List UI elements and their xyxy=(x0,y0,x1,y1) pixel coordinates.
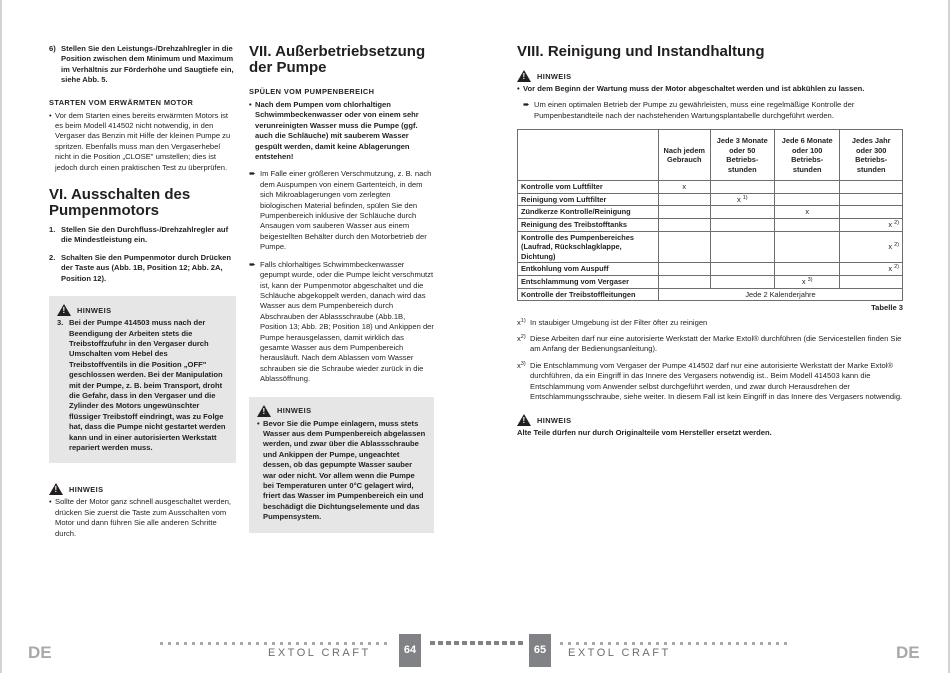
footer-dot xyxy=(728,642,731,645)
footer-dot xyxy=(216,642,219,645)
brand-logo-left: EXTOL CRAFT xyxy=(268,647,371,659)
footer-dot xyxy=(304,642,307,645)
warning-4: ! HINWEIS Alte Teile dürfen nur durch Originalteile vom Hersteller ersetzt werden. xyxy=(517,414,903,438)
footer-dot xyxy=(592,642,595,645)
footer-dot xyxy=(680,642,683,645)
footer-dot xyxy=(672,642,675,645)
table-row: Kontrolle der Treibstoffleitungen Jede 2 Kalenderjahre xyxy=(518,288,903,301)
brand-logo-right: EXTOL CRAFT xyxy=(568,647,671,659)
footer-dot xyxy=(502,641,507,645)
footer-dot xyxy=(184,642,187,645)
flush-heading: SPÜLEN VOM PUMPENBEREICH xyxy=(249,87,375,96)
footer-dot xyxy=(296,642,299,645)
footer-dot xyxy=(312,642,315,645)
warning-step-3: 3. Bei der Pumpe 414503 muss nach der Beendigung der Arbeiten stets die Treibstoffzufuhr in den Vergaser durch Umschalten vom Hebel des Treibstoffventils in die Position „OFF" geschlossen werden. Bei der Manipulation mit der Pumpe, z. B. beim Transport, droht die Gefahr, dass in den Vergaser und die Zylinder des Motors ungewünschter flüssiger Treibstoff eindringt, was zu Folge hat, dass die Pumpe nicht gestartet werden kann und in einer autorisierten Werkstatt repariert werden muss. xyxy=(57,318,226,452)
footer-dot xyxy=(518,641,523,645)
warning-box-1 xyxy=(49,296,236,463)
warning-icon xyxy=(517,70,531,82)
warning-3: ! HINWEIS • Vor dem Beginn der Wartung muss der Motor abgeschaltet werden und ist abkühlen zu lassen. xyxy=(517,70,903,94)
footer-dot xyxy=(608,642,611,645)
footer-dot xyxy=(454,641,459,645)
warning-heading: ! HINWEIS xyxy=(57,304,228,316)
footer-dot xyxy=(494,641,499,645)
table-row: Kontrolle des Pumpenbereiches (Laufrad, Rückschlagklappe, Dichtung) x $^{2)}$ xyxy=(518,231,903,263)
footer-dot xyxy=(352,642,355,645)
table-header-row: Nach jedem Gebrauch Jede 3 Monate oder 50 Betriebs-stunden Jede 6 Monate oder 100 Betriebs-stunden Jedes Jahr oder 300 Betriebs-stunden xyxy=(518,130,903,181)
left-column xyxy=(49,44,236,539)
warning-box-2: ! HINWEIS • Bevor Sie die Pumpe einlagern, muss stets Wasser aus dem Pumpenbereich abgelassen werden, und zwar über die Ablassschraube und Ankippen der Pumpe, ungeachtet dessen, ob das gepumpte Wasser sauber war oder nicht. Vor allem wenn die Pumpe bei Temperaturen unter 0°C gelagert wird, friert das Wasser im Pumpenbereich ein und beschädigt die Dichtungselemente und das Pumpensystem. xyxy=(249,397,434,533)
footer-dot xyxy=(264,642,267,645)
middle-column xyxy=(249,44,434,533)
footer-dot xyxy=(510,641,515,645)
footer-dot xyxy=(696,642,699,645)
page-edge-left xyxy=(0,0,2,673)
footer-dot xyxy=(560,642,563,645)
footer-dot xyxy=(224,642,227,645)
section-vi-title: VI. Ausschalten des Pumpenmotors xyxy=(49,186,191,220)
footer-dot xyxy=(478,641,483,645)
page-number-left: 64 xyxy=(399,634,421,667)
step-2: 2. Schalten Sie den Pumpenmotor durch Drücken der Taste aus (Abb. 1B, Position 12; Abb. 2A, Position 12). xyxy=(49,252,232,283)
footer-dot xyxy=(616,642,619,645)
section-vii-title: VII. Außerbetriebsetzung der Pumpe xyxy=(249,43,426,76)
footer-dot xyxy=(784,642,787,645)
warm-start-bullet: • Vor dem Starten eines bereits erwärmten Motors ist es beim Modell 414502 nicht notwendig, in den Vergaser das Benzin mit Hilfe der kleinen Pumpe zu spritzen. Ebenfalls muss man den Vergaserhebel nicht in die Position „CLOSE" umstellen; dies ist jedoch durch einen praktischen Test zu überprüfen. xyxy=(49,110,231,172)
footer-dot xyxy=(320,642,323,645)
footer-dot xyxy=(624,642,627,645)
table-row: Entkohlung vom Auspuff x $^{2)}$ xyxy=(518,263,903,276)
right-column xyxy=(517,44,903,439)
footer-dot xyxy=(160,642,163,645)
warning-icon xyxy=(257,405,271,417)
footer-dot xyxy=(232,642,235,645)
flush-bullet: • Nach dem Pumpen vom chlorhaltigen Schwimmbeckenwasser oder von einem sehr verunreinigten Wasser muss die Pumpe (ggf. auch die Schläuche) mit sauberem Wasser gespült werden, damit keine Ablagerungen entstehen! xyxy=(249,100,419,162)
footer-dot xyxy=(640,642,643,645)
section-viii-title: VIII. Reinigung und Instandhaltung xyxy=(517,43,765,60)
footer-dot xyxy=(576,642,579,645)
footer-dot xyxy=(288,642,291,645)
footnote-2: $x^{2)}$ Diese Arbeiten darf nur eine autorisierte Werkstatt der Marke Extol® durchführen (die Servicestellen finden Sie am Anfang der Bedienungsanleitung). xyxy=(517,333,902,354)
footer-dot xyxy=(470,641,475,645)
warning-icon xyxy=(517,414,531,426)
footer-dot xyxy=(336,642,339,645)
footer-dot xyxy=(648,642,651,645)
footer-dot xyxy=(632,642,635,645)
flush-arrow-2: ➨ Falls chlorhaltiges Schwimmbeckenwasser gepumpt wurde, oder die Pumpe leicht verschmutzt ist, kann der Pumpenmotor abgeschaltet und die Schläuche abgekoppelt werden, danach wird das Wasser aus dem Pumpenbereich durch Abschrauben der Ablassschraube (Abb.1B, Position 13; Abb. 2B; Position 18) und Ankippen der Pumpe herausgelassen, damit wirklich das gesamte Wasser aus dem Pumpenbereich herausläuft. Nach dem Ablassen vom Wasser schrauben sie die Schraube wieder zurück in die Ablassöffnung. xyxy=(249,259,434,384)
footer-dot xyxy=(704,642,707,645)
table-row: Reinigung vom Luftfilter x $^{1)}$ xyxy=(518,193,903,206)
language-label-left: DE xyxy=(28,643,52,662)
arrow-icon: ➨ xyxy=(523,100,530,110)
footer-dot xyxy=(600,642,603,645)
footnote-3: $x^{3)}$ Die Entschlammung vom Vergaser der Pumpe 414502 darf nur eine autorisierte Werkstatt der Marke Extol® durchführen, da ein Eingriff in das Innere des Vergasers notwendig ist.. Beim Modell 414503 kann die Entschlammung vom Anwender selbst durchgeführt werden, und zwar durch Herausdrehen der Entschlammungsschraube, siehe weiter. In diesem Fall ist kein Eingriff in das Innere des Vergasers notwendig. xyxy=(517,360,903,401)
footer-dot xyxy=(568,642,571,645)
footer-dot xyxy=(446,641,451,645)
footer-dot xyxy=(376,642,379,645)
footer-dot xyxy=(744,642,747,645)
footer-dot xyxy=(736,642,739,645)
footer-dot xyxy=(192,642,195,645)
footer-dot xyxy=(328,642,331,645)
warning-icon xyxy=(57,304,71,316)
flush-arrow-1: ➨ Im Falle einer größeren Verschmutzung, z. B. nach dem Auspumpen von einem Gartenteich, in dem sich Mikroablagerungen vom zerlegten biologischen Material befinden, spülen Sie den Pumpenbereich inklusive der Schläuche durch Ansaugen vom sauberen Wasser aus einem beigestellten Behälter durch den Motorbetrieb der Pumpe. xyxy=(249,169,432,252)
footer-dot xyxy=(360,642,363,645)
warning-icon xyxy=(49,483,63,495)
footer-dot xyxy=(438,641,443,645)
footer-dot xyxy=(200,642,203,645)
table-row: Reinigung des Treibstofftanks x $^{2)}$ xyxy=(518,219,903,232)
footer-dots-right xyxy=(560,642,790,646)
footer-dot xyxy=(584,642,587,645)
footer-dot xyxy=(664,642,667,645)
footer-dot xyxy=(208,642,211,645)
language-label-right: DE xyxy=(896,643,920,662)
step-1: 1. Stellen Sie den Durchfluss-/Drehzahlregler auf die Mindestleistung ein. xyxy=(49,225,229,245)
footer-dot xyxy=(256,642,259,645)
footer-dots-left xyxy=(160,642,390,646)
step-6: 6) Stellen Sie den Leistungs-/Drehzahlregler in die Position zwischen dem Minimum und Maximum im Verhältnis zur Förderhöhe und Saugtiefe ein, siehe Abb. 5. xyxy=(49,44,236,86)
page-number-right: 65 xyxy=(529,634,551,667)
page-footer xyxy=(0,634,950,673)
table-row: Entschlammung vom Vergaser x $^{3)}$ xyxy=(518,275,903,288)
warm-start-heading: STARTEN VOM ERWÄRMTEN MOTOR xyxy=(49,97,194,107)
footer-dot xyxy=(486,641,491,645)
table-row: Kontrolle vom Luftfilter x xyxy=(518,181,903,194)
footer-dot xyxy=(752,642,755,645)
footer-dot xyxy=(656,642,659,645)
maintenance-table xyxy=(517,129,903,301)
footer-dot xyxy=(712,642,715,645)
footer-dot xyxy=(168,642,171,645)
table-caption: Tabelle 3 xyxy=(871,303,903,313)
footer-dot xyxy=(368,642,371,645)
footer-dot xyxy=(384,642,387,645)
warning-2: ! HINWEIS • Sollte der Motor ganz schnell ausgeschaltet werden, drücken Sie zuerst die Taste zum Ausschalten vom Motor und dann führen Sie alle anderen Schritte durch. xyxy=(49,483,236,539)
footnote-1: $x^{1)}$ In staubiger Umgebung ist der Filter öfter zu reinigen xyxy=(517,317,708,327)
footer-dot xyxy=(768,642,771,645)
arrow-icon: ➨ xyxy=(249,169,256,179)
step-6-text: Stellen Sie den Leistungs-/Drehzahlregler in die Position zwischen dem Minimum und Maximum im Verhältnis zur Förderhöhe und Saugtiefe ein, siehe Abb. 5. xyxy=(61,44,234,85)
footer-dot xyxy=(240,642,243,645)
footer-dot xyxy=(462,641,467,645)
footer-dot xyxy=(430,641,435,645)
footer-dot xyxy=(688,642,691,645)
footer-dot xyxy=(760,642,763,645)
footer-dot xyxy=(248,642,251,645)
footer-dot xyxy=(344,642,347,645)
footer-dots-middle xyxy=(430,641,525,645)
footer-dot xyxy=(776,642,779,645)
footer-dot xyxy=(280,642,283,645)
maintenance-arrow: ➨ Um einen optimalen Betrieb der Pumpe zu gewährleisten, muss eine regelmäßige Kontrolle der Pumpenbestandteile nach der nachstehenden Wartungsplantabelle durchgeführt werden. xyxy=(523,100,855,120)
footer-dot xyxy=(720,642,723,645)
arrow-icon: ➨ xyxy=(249,259,256,269)
footer-dot xyxy=(272,642,275,645)
table-row: Zündkerze Kontrolle/Reinigung x xyxy=(518,206,903,219)
footer-dot xyxy=(176,642,179,645)
